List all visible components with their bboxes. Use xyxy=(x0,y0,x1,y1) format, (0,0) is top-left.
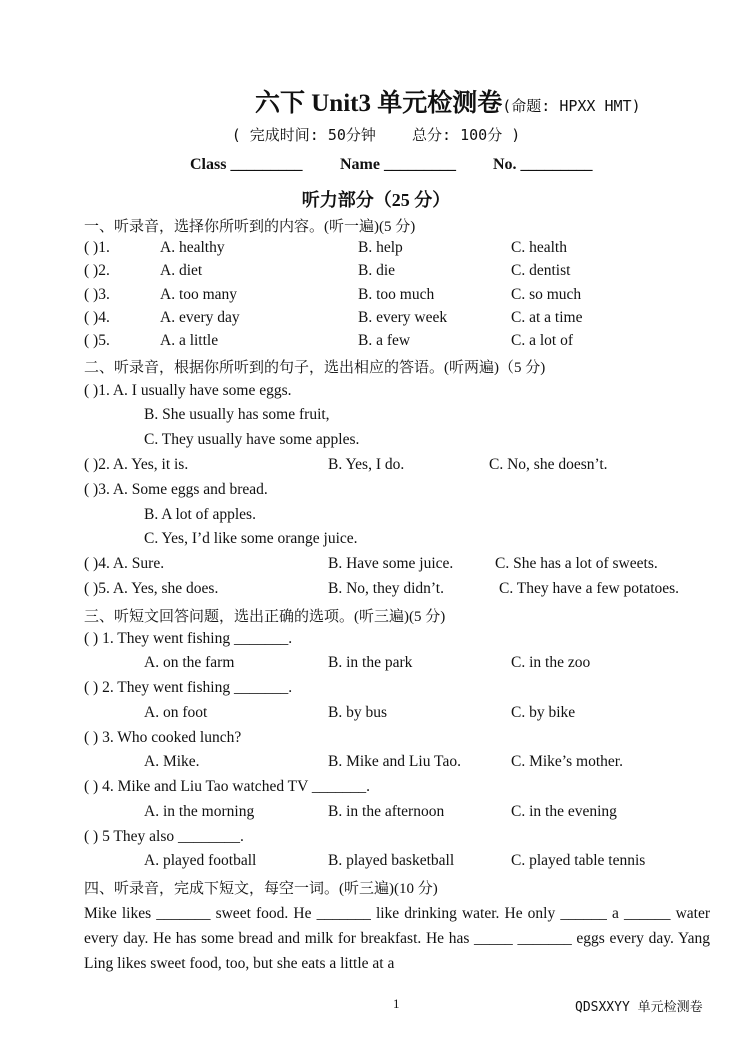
listening-section-title: 听力部分（25 分） xyxy=(301,190,451,210)
exam-time-info: ( 完成时间: 50分钟 总分: 100分 ) xyxy=(231,126,521,144)
part1-item-5-option-b: B. a few xyxy=(358,332,411,349)
part1-item-3-option-b: B. too much xyxy=(358,286,435,303)
part2-q5-option-b: B. No, they didn’t. xyxy=(328,580,444,597)
part1-item-2-option-c: C. dentist xyxy=(511,262,571,279)
part2-q4-option-c: C. She has a lot of sweets. xyxy=(495,555,658,572)
part4-passage: Mike likes _______ sweet food. He _______ like drinking water. He only ______ a ______ water every day. He has some bread and milk for breakfast. He has _____ _______ eggs every day. Yang Ling likes sweet food, too, but she eats a little at a xyxy=(84,905,710,972)
part3-q2-option-c: C. by bike xyxy=(511,704,576,721)
part3-q4: ( ) 4. Mike and Liu Tao watched TV _______. xyxy=(84,778,371,795)
part1-item-2-number: ( )2. xyxy=(84,262,110,279)
class-field: Class _________ xyxy=(190,156,303,173)
part1-item-1-option-c: C. health xyxy=(511,239,567,256)
part1-item-2-option-b: B. die xyxy=(358,262,396,279)
part2-q3-option-c: C. Yes, I’d like some orange juice. xyxy=(144,530,358,547)
part1-item-1-option-a: A. healthy xyxy=(160,239,225,256)
part2-q3-option-a: ( )3. A. Some eggs and bread. xyxy=(84,481,268,498)
footer-label: QDSXXYY 单元检测卷 xyxy=(575,1000,703,1015)
part1-item-4-option-b: B. every week xyxy=(358,309,448,326)
part3-q5-option-b: B. played basketball xyxy=(328,852,455,869)
part2-q4-option-b: B. Have some juice. xyxy=(328,555,454,572)
part2-q2-option-a: ( )2. A. Yes, it is. xyxy=(84,456,189,473)
part1-heading: 一、听录音，选择你所听到的内容。(听一遍)(5 分) xyxy=(84,219,416,235)
page-title xyxy=(255,83,641,119)
part3-q3-option-b: B. Mike and Liu Tao. xyxy=(328,753,461,770)
part3-q2: ( ) 2. They went fishing _______. xyxy=(84,679,293,696)
part2-q4-option-a: ( )4. A. Sure. xyxy=(84,555,165,572)
title-note: (命题: HPXX HMT) xyxy=(502,97,641,115)
number-field: No. _________ xyxy=(493,156,593,173)
name-field: Name _________ xyxy=(340,156,456,173)
part3-heading: 三、听短文回答问题，选出正确的选项。(听三遍)(5 分) xyxy=(84,609,446,625)
part3-q4-option-a: A. in the morning xyxy=(144,803,255,820)
part1-item-3-option-c: C. so much xyxy=(511,286,582,303)
part1-item-4-option-c: C. at a time xyxy=(511,309,583,326)
part3-q2-option-a: A. on foot xyxy=(144,704,208,721)
part1-item-5-option-c: C. a lot of xyxy=(511,332,573,349)
part1-item-4-number: ( )4. xyxy=(84,309,110,326)
part1-item-5-number: ( )5. xyxy=(84,332,110,349)
part2-q1-option-a: ( )1. A. I usually have some eggs. xyxy=(84,382,292,399)
part2-q1-option-c: C. They usually have some apples. xyxy=(144,431,360,448)
part1-item-3-option-a: A. too many xyxy=(160,286,238,303)
part1-item-4-option-a: A. every day xyxy=(160,309,240,326)
part3-q4-option-c: C. in the evening xyxy=(511,803,617,820)
part3-q5: ( ) 5 They also ________. xyxy=(84,828,244,845)
part3-q1: ( ) 1. They went fishing _______. xyxy=(84,630,293,647)
title-text: 六下 Unit3 单元检测卷 xyxy=(255,90,503,117)
part1-item-3-number: ( )3. xyxy=(84,286,110,303)
part2-q5-option-c: C. They have a few potatoes. xyxy=(499,580,680,597)
part2-q3-option-b: B. A lot of apples. xyxy=(144,506,256,523)
part3-q3-option-c: C. Mike’s mother. xyxy=(511,753,623,770)
part2-q1-option-b: B. She usually has some fruit, xyxy=(144,406,330,423)
part3-q3-option-a: A. Mike. xyxy=(144,753,200,770)
part4-heading: 四、听录音，完成下短文，每空一词。(听三遍)(10 分) xyxy=(84,881,438,897)
part1-item-2-option-a: A. diet xyxy=(160,262,203,279)
part2-q2-option-c: C. No, she doesn’t. xyxy=(489,456,608,473)
part2-q5-option-a: ( )5. A. Yes, she does. xyxy=(84,580,219,597)
part3-q2-option-b: B. by bus xyxy=(328,704,387,721)
part1-item-5-option-a: A. a little xyxy=(160,332,219,349)
part3-q1-option-b: B. in the park xyxy=(328,654,413,671)
page-number: 1 xyxy=(393,996,400,1011)
part2-heading: 二、听录音，根据你所听到的句子，选出相应的答语。(听两遍)（5 分) xyxy=(84,360,546,376)
part3-q5-option-a: A. played football xyxy=(144,852,257,869)
part3-q1-option-a: A. on the farm xyxy=(144,654,235,671)
part3-q1-option-c: C. in the zoo xyxy=(511,654,591,671)
part1-item-1-number: ( )1. xyxy=(84,239,110,256)
part1-item-1-option-b: B. help xyxy=(358,239,403,256)
part3-q3: ( ) 3. Who cooked lunch? xyxy=(84,729,242,746)
part3-q5-option-c: C. played table tennis xyxy=(511,852,646,869)
part2-q2-option-b: B. Yes, I do. xyxy=(328,456,405,473)
part3-q4-option-b: B. in the afternoon xyxy=(328,803,445,820)
